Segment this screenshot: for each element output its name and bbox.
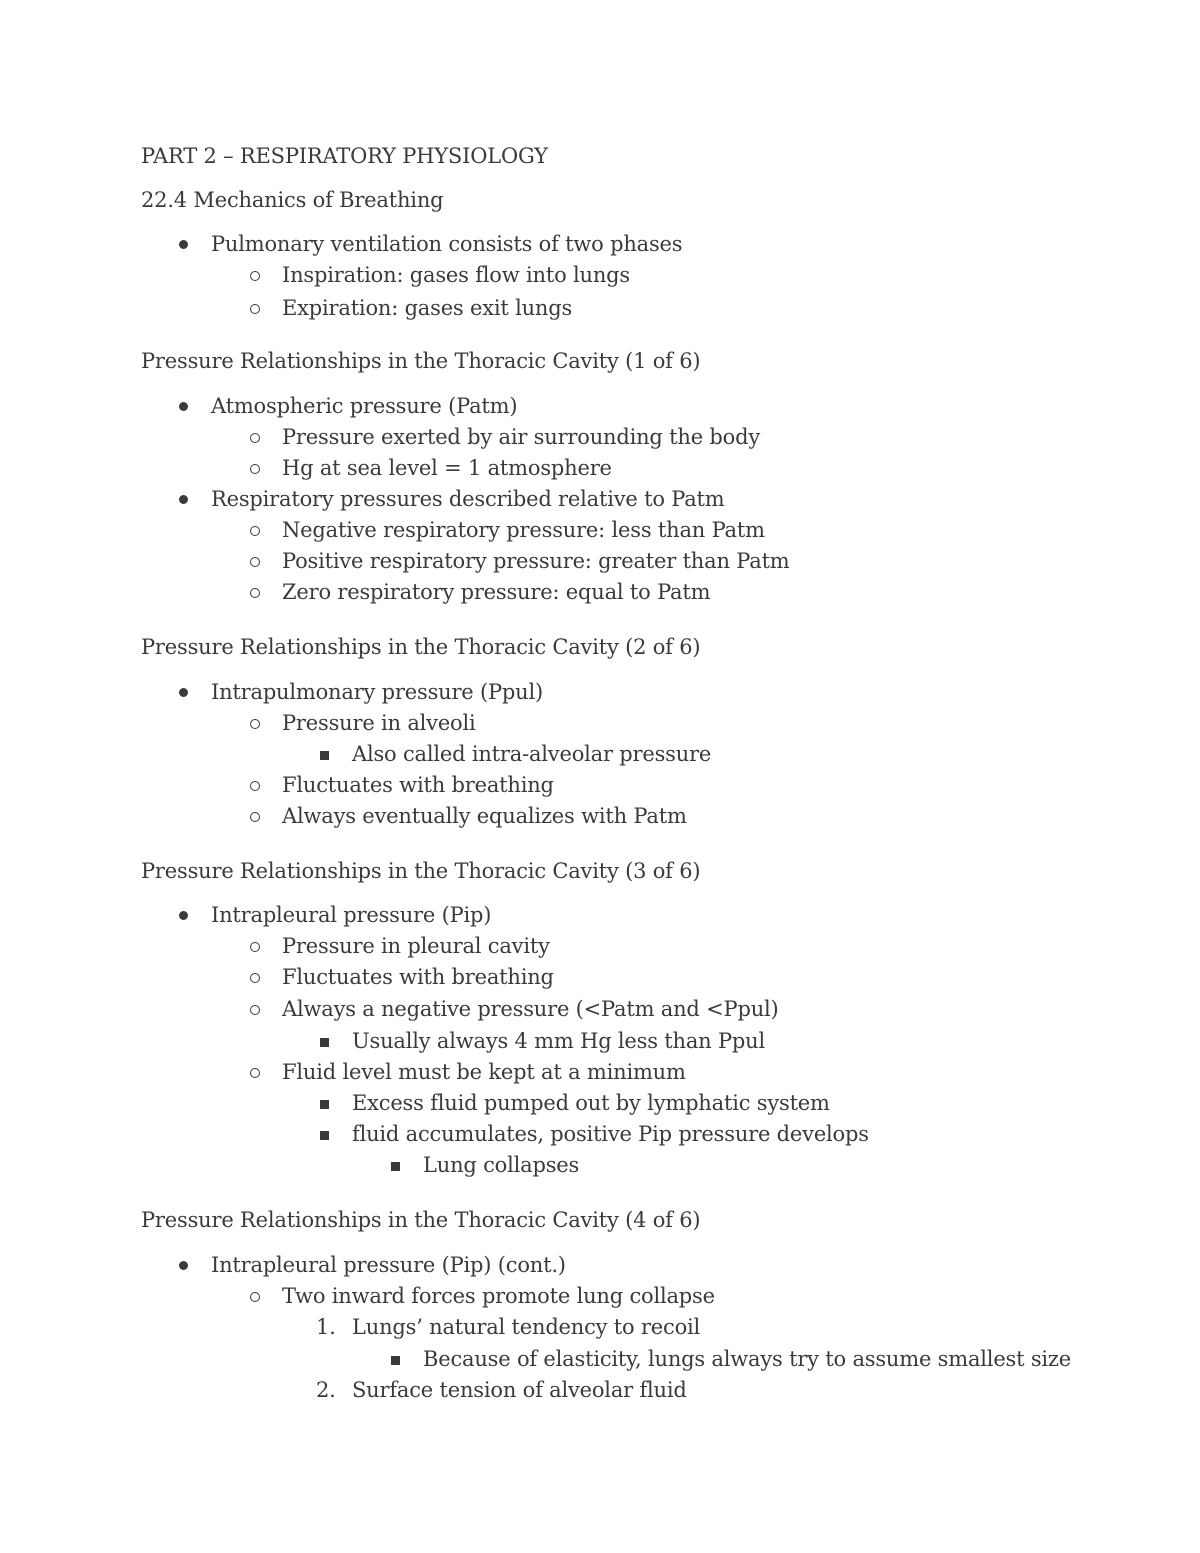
- document-title: PART 2 – RESPIRATORY PHYSIOLOGY: [141, 144, 548, 168]
- list-item: Hg at sea level = 1 atmosphere: [282, 456, 612, 480]
- bullet-circle-icon: [250, 557, 260, 567]
- list-item: Negative respiratory pressure: less than Patm: [282, 518, 765, 542]
- bullet-square-icon: [320, 751, 329, 760]
- list-item: Excess fluid pumped out by lymphatic system: [352, 1091, 830, 1115]
- list-item: Intrapleural pressure (Pip) (cont.): [211, 1253, 566, 1277]
- bullet-disc-icon: [179, 240, 188, 249]
- list-item: Intrapleural pressure (Pip): [211, 903, 492, 927]
- bullet-circle-icon: [250, 433, 260, 443]
- list-item: Respiratory pressures described relative to Patm: [211, 487, 725, 511]
- bullet-circle-icon: [250, 1068, 260, 1078]
- bullet-circle-icon: [250, 1005, 260, 1015]
- list-item: Inspiration: gases flow into lungs: [282, 263, 630, 287]
- section-heading: Pressure Relationships in the Thoracic Cavity (1 of 6): [141, 349, 701, 373]
- section-heading: Pressure Relationships in the Thoracic Cavity (2 of 6): [141, 635, 701, 659]
- section-heading: 22.4 Mechanics of Breathing: [141, 188, 444, 212]
- list-item: Fluctuates with breathing: [282, 965, 554, 989]
- bullet-circle-icon: [250, 588, 260, 598]
- bullet-circle-icon: [250, 942, 260, 952]
- list-item: Intrapulmonary pressure (Ppul): [211, 680, 544, 704]
- bullet-square-icon: [320, 1100, 329, 1109]
- list-number: 2.: [316, 1378, 336, 1402]
- list-item: Expiration: gases exit lungs: [282, 296, 573, 320]
- list-item: Usually always 4 mm Hg less than Ppul: [352, 1029, 765, 1053]
- bullet-circle-icon: [250, 271, 260, 281]
- bullet-disc-icon: [179, 688, 188, 697]
- list-item: Fluctuates with breathing: [282, 773, 554, 797]
- bullet-square-icon: [320, 1038, 329, 1047]
- list-item: Pressure exerted by air surrounding the body: [282, 425, 761, 449]
- list-item: Positive respiratory pressure: greater than Patm: [282, 549, 790, 573]
- bullet-disc-icon: [179, 1261, 188, 1270]
- bullet-circle-icon: [250, 781, 260, 791]
- list-item: Always a negative pressure (<Patm and <Ppul): [282, 997, 779, 1021]
- list-number: 1.: [316, 1315, 336, 1339]
- bullet-circle-icon: [250, 1292, 260, 1302]
- list-item: Because of elasticity, lungs always try to assume smallest size: [423, 1347, 1072, 1371]
- bullet-disc-icon: [179, 402, 188, 411]
- bullet-square-icon: [391, 1162, 400, 1171]
- bullet-disc-icon: [179, 495, 188, 504]
- bullet-circle-icon: [250, 973, 260, 983]
- list-item: Zero respiratory pressure: equal to Patm: [282, 580, 711, 604]
- list-item: Pressure in alveoli: [282, 711, 476, 735]
- list-item: fluid accumulates, positive Pip pressure develops: [352, 1122, 869, 1146]
- bullet-circle-icon: [250, 464, 260, 474]
- list-item: Fluid level must be kept at a minimum: [282, 1060, 686, 1084]
- section-heading: Pressure Relationships in the Thoracic Cavity (3 of 6): [141, 859, 701, 883]
- bullet-square-icon: [391, 1356, 400, 1365]
- list-item: Surface tension of alveolar fluid: [352, 1378, 687, 1402]
- list-item: Lung collapses: [423, 1153, 580, 1177]
- list-item: Two inward forces promote lung collapse: [282, 1284, 715, 1308]
- list-item: Atmospheric pressure (Patm): [211, 394, 518, 418]
- list-item: Also called intra-alveolar pressure: [352, 742, 712, 766]
- bullet-circle-icon: [250, 719, 260, 729]
- bullet-circle-icon: [250, 812, 260, 822]
- list-item: Pulmonary ventilation consists of two phases: [211, 232, 683, 256]
- list-item: Always eventually equalizes with Patm: [282, 804, 687, 828]
- bullet-circle-icon: [250, 304, 260, 314]
- list-item: Lungs’ natural tendency to recoil: [352, 1315, 701, 1339]
- bullet-square-icon: [320, 1131, 329, 1140]
- bullet-disc-icon: [179, 911, 188, 920]
- bullet-circle-icon: [250, 526, 260, 536]
- section-heading: Pressure Relationships in the Thoracic Cavity (4 of 6): [141, 1208, 701, 1232]
- list-item: Pressure in pleural cavity: [282, 934, 550, 958]
